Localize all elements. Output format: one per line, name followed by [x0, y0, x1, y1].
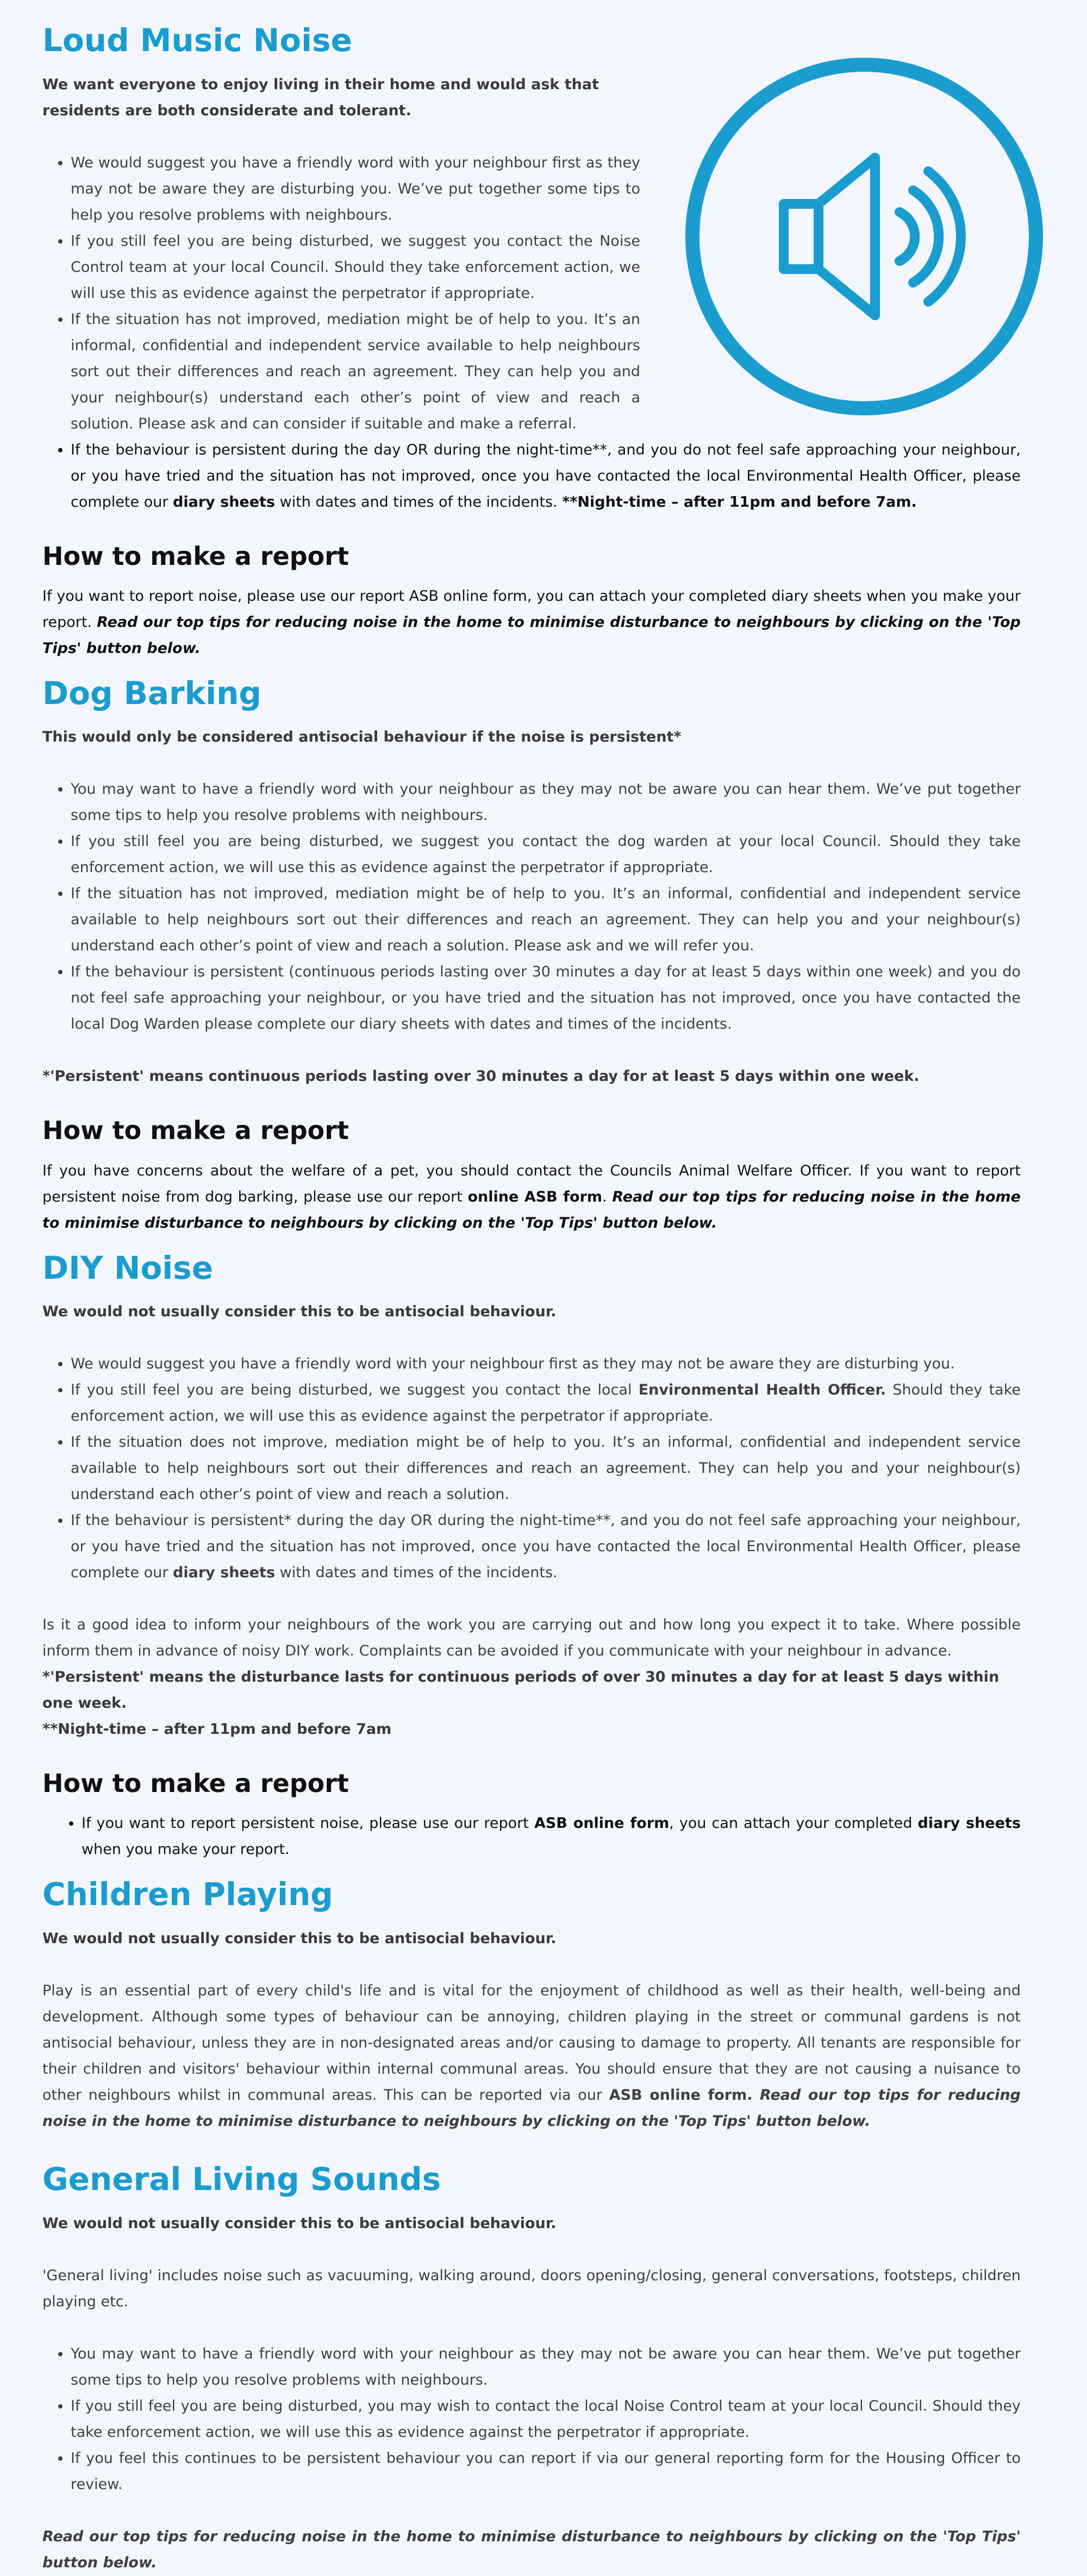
loud-music-text [42, 22, 640, 437]
list-item: • If the situation has not improved, mediation might be of help to you. It’s an informal, confidential and independent service available to help neighbours sort out their differences and reach an agreement. They can help you and your neighbour(s) understand each other’s point of view and reach a solution. Please ask and can consider if suitable and make a referral. [71, 307, 640, 437]
persistent-note-diy: *'Persistent' means the disturbance lasts for continuous periods of over 30 minutes a day for at least 5 days within one week. [42, 1669, 999, 1712]
section-loud-music [42, 22, 1021, 662]
section-general-living [42, 2161, 1021, 2576]
list-item: • If the situation has not improved, mediation might be of help to you. It’s an informal, confidential and independent service available to help neighbours sort out their differences and reach an agreement. They can help you and your neighbour(s) understand each other’s point of view and reach a solution. Please ask and we will refer you. [71, 881, 1021, 959]
list-item: • If the situation does not improve, mediation might be of help to you. It’s an informal, confidential and independent service available to help neighbours sort out their differences and reach an agreement. They can help you and your neighbour(s) understand each other’s point of view and reach a solution. [71, 1429, 1021, 1508]
list-item: • If you feel this continues to be persistent behaviour you can report if via our general reporting form for the Housing Officer to review. [71, 2446, 1021, 2498]
night-time-note-diy: **Night-time – after 11pm and before 7am [42, 1721, 392, 1738]
list-item: • If the behaviour is persistent (continuous periods lasting over 30 minutes a day for at least 5 days within one week) and you do not feel safe approaching your neighbour, or you have tried and the situation has not improved, once you have contacted the local Dog Warden please complete our diary sheets with dates and times of the incidents. [71, 959, 1021, 1037]
intro-general-living: We would not usually consider this to be antisocial behaviour. [42, 2214, 557, 2232]
persistent-note-dog: *'Persistent' means continuous periods lasting over 30 minutes a day for at least 5 days within one week. [42, 1068, 920, 1085]
section-title-diy-noise: DIY Noise [42, 1249, 214, 1286]
dog-barking-list [42, 776, 1021, 1037]
list-item: • If you still feel you are being disturbed, we suggest you contact the Noise Control team at your local Council. Should they take enforcement action, we will use this as evidence against the perpetrator if appropriate. [71, 228, 640, 307]
diy-noise-list [42, 1351, 1021, 1586]
section-title-general-living: General Living Sounds [42, 2160, 441, 2198]
list-item: • We would suggest you have a friendly word with your neighbour first as they may not be aware they are disturbing you. [71, 1351, 1021, 1377]
content [42, 22, 1021, 2576]
list-item: • If you still feel you are being disturbed, you may wish to contact the local Noise Control team at your local Council. Should they take enforcement action, we will use this as evidence against the perpetrator if appropriate. [71, 2393, 1021, 2446]
report-text-loud-music: If you want to report noise, please use our report ASB online form, you can attach your completed diary sheets when you make your report. Read our top tips for reducing noise in the home to minimise disturbance to neighbours by clicking on the 'Top Tips' button below. [42, 587, 1021, 657]
report-heading-diy-noise: How to make a report [42, 1769, 349, 1799]
intro-loud-music: We want everyone to enjoy living in their home and would ask that residents are both considerate and tolerant. [42, 76, 599, 119]
intro-diy-noise: We would not usually consider this to be antisocial behaviour. [42, 1303, 557, 1321]
report-heading-loud-music: How to make a report [42, 541, 349, 571]
list-item: • If you still feel you are being disturbed, we suggest you contact the local Environmental Health Officer. Should they take enforcement action, we will use this as evidence against the perpetrator if appropriate. [71, 1377, 1021, 1429]
list-item: • You may want to have a friendly word with your neighbour as they may not be aware you can hear them. We’ve put together some tips to help you resolve problems with neighbours. [71, 2341, 1021, 2393]
children-playing-paragraph: Play is an essential part of every child's life and is vital for the enjoyment of childhood as well as their health, well-being and development. Although some types of behaviour can be annoying, children playing in the street or communal gardens is not antisocial behaviour, unless they are in non-designated areas and/or causing to damage to property. All tenants are responsible for their children and visitors' behaviour within internal communal areas. You should ensure that they are not causing a nuisance to other neighbours whilst in communal areas. This can be reported via our ASB online form. Read our top tips for reducing noise in the home to minimise disturbance to neighbours by clicking on the 'Top Tips' button below. [42, 1982, 1021, 2130]
intro-children-playing: We would not usually consider this to be antisocial behaviour. [42, 1930, 557, 1947]
section-title-loud-music: Loud Music Noise [42, 22, 352, 59]
general-living-paragraph: 'General living' includes noise such as vacuuming, walking around, doors opening/closing, general conversations, footsteps, children playing etc. [42, 2267, 1021, 2310]
loud-music-list-cont [42, 437, 1021, 515]
diy-report-list [42, 1810, 1021, 1863]
diy-advice-paragraph: Is it a good idea to inform your neighbours of the work you are carrying out and how long you expect it to take. Where possible inform them in advance of noisy DIY work. Complaints can be avoided if you communicate with your neighbour in advance. [42, 1616, 1021, 1660]
section-title-dog-barking: Dog Barking [42, 674, 261, 712]
section-title-children-playing: Children Playing [42, 1876, 333, 1913]
list-item: • We would suggest you have a friendly word with your neighbour first as they may not be aware they are disturbing you. We’ve put together some tips to help you resolve problems with neighbours. [71, 150, 640, 228]
general-living-list [42, 2341, 1021, 2498]
list-item: • If the behaviour is persistent during the day OR during the night-time**, and you do not feel safe approaching your neighbour, or you have tried and the situation has not improved, once you have contacted the local Environmental Health Officer, please complete our diary sheets with dates and times of the incidents. **Night-time – after 11pm and before 7am. [71, 437, 1021, 515]
top-tips-closing: Read our top tips for reducing noise in the home to minimise disturbance to neighbours by clicking on the 'Top Tips' button below. [42, 2528, 1021, 2571]
speaker-volume-icon [685, 57, 1044, 416]
section-children-playing [42, 1876, 1021, 2135]
report-heading-dog-barking: How to make a report [42, 1116, 349, 1146]
section-dog-barking [42, 675, 1021, 1236]
loud-music-list [42, 150, 640, 437]
report-text-dog-barking: If you have concerns about the welfare of a pet, you should contact the Councils Animal Welfare Officer. If you want to report persistent noise from dog barking, please use our report online ASB form. Read our top tips for reducing noise in the home to minimise disturbance to neighbours by clicking on the 'Top Tips' button below. [42, 1162, 1021, 1231]
loud-music-top [42, 22, 1021, 437]
list-item: • If the behaviour is persistent* during the day OR during the night-time**, and you do not feel safe approaching your neighbour, or you have tried and the situation has not improved, once you have contacted the local Environmental Health Officer, please complete our diary sheets with dates and times of the incidents. [71, 1508, 1021, 1586]
intro-dog-barking: This would only be considered antisocial behaviour if the noise is persistent* [42, 729, 682, 746]
section-diy-noise [42, 1249, 1021, 1863]
list-item: • If you still feel you are being disturbed, we suggest you contact the dog warden at your local Council. Should they take enforcement action, we will use this as evidence against the perpetrator if appropriate. [71, 829, 1021, 881]
list-item: • You may want to have a friendly word with your neighbour as they may not be aware you can hear them. We’ve put together some tips to help you resolve problems with neighbours. [71, 776, 1021, 829]
list-item: • If you want to report persistent noise, please use our report ASB online form, you can attach your completed diary sheets when you make your report. [82, 1810, 1021, 1863]
